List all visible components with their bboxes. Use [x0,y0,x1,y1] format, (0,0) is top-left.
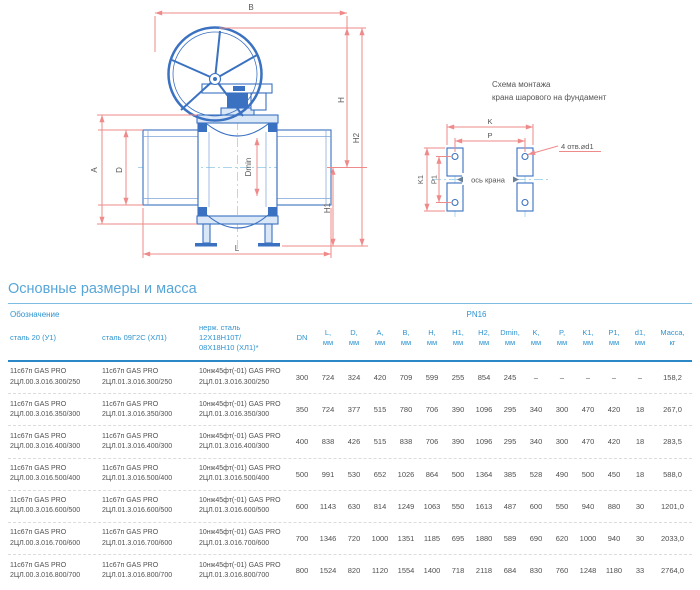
value-cell: 724 [321,373,335,383]
column-header-dmin: Dmin, мм [500,328,520,347]
scheme-title-line1: Схема монтажа [492,80,551,89]
value-cell: 854 [477,373,491,383]
leg-left [203,224,210,243]
value-cell: 814 [373,501,387,511]
value-cell: 33 [635,566,645,576]
designation-cell: 11с67п GAS PRO 2ЦЛ.00.3.016.400/300 [10,432,81,450]
column-header-stainless: нерж. сталь 12Х18Н10Т/ 08Х18Н10 (ХЛ1)* [199,322,259,353]
axis-label: ось крана [471,175,505,185]
designation-cell: 10нж45фт(-01) GAS PRO 2ЦЛ.01.3.016.500/400 [199,465,281,483]
value-cell: 500 [581,469,595,479]
value-cell: 528 [529,469,543,479]
dim-label-K1: K1 [416,174,425,185]
value-cell: 420 [373,373,387,383]
value-cell: 470 [581,405,595,415]
value-cell: 18 [635,405,645,415]
value-cell: 599 [425,373,439,383]
value-cell: 880 [607,501,621,511]
value-cell: 295 [503,437,517,447]
designation-cell: 11с67п GAS PRO 2ЦЛ.01.3.016.800/700 [102,561,173,579]
designation-cell: 11с67п GAS PRO 2ЦЛ.00.3.016.500/400 [10,465,81,483]
foot-right [258,243,280,247]
value-cell: 377 [347,405,361,415]
dim-label-K: K [487,117,493,126]
table-row [8,458,692,490]
value-cell: 1000 [371,534,389,544]
value-cell: 1000 [579,534,597,544]
value-cell: 991 [321,469,335,479]
value-cell: 340 [529,405,543,415]
value-cell: 2764,0 [661,566,684,576]
leg-right [265,224,272,243]
value-cell: 652 [373,469,387,479]
valve-front-view [90,3,368,258]
dim-label-B: B [248,3,254,12]
value-cell: 838 [321,437,335,447]
value-cell: 426 [347,437,361,447]
value-cell: 300 [555,405,569,415]
column-header-d1: d1, мм [634,328,646,347]
value-cell: 1524 [319,566,337,576]
value-cell: 340 [529,437,543,447]
value-cell: 1026 [397,469,415,479]
value-cell: 400 [295,437,309,447]
value-cell: – [611,373,617,383]
value-cell: 780 [399,405,413,415]
designation-cell: 11с67п GAS PRO 2ЦЛ.00.3.016.350/300 [10,400,81,418]
bolt-hole [522,200,528,206]
value-cell: 267,0 [663,405,682,415]
column-header-steel09g2s: сталь 09Г2С (ХЛ1) [102,332,167,342]
value-cell: 1063 [423,501,441,511]
column-header-steel20: сталь 20 (У1) [10,332,56,342]
value-cell: 940 [607,534,621,544]
value-cell: 1400 [423,566,441,576]
value-cell: 600 [295,501,309,511]
designation-cell: 11с67п GAS PRO 2ЦЛ.00.3.016.600/500 [10,497,81,515]
column-header-dn: DN [296,333,308,343]
table-row [8,393,692,425]
table-row [8,554,692,586]
value-cell: 283,5 [663,437,682,447]
designation-header: Обозначение [10,310,60,319]
table-row [8,522,692,554]
technical-drawing [0,0,700,276]
column-header-h: H, мм [426,328,438,347]
table-row [8,362,692,393]
value-cell: 30 [635,501,645,511]
value-cell: 630 [347,501,361,511]
value-cell: 695 [451,534,465,544]
column-header-a: A, мм [374,328,386,347]
designation-cell: 11с67п GAS PRO 2ЦЛ.00.3.016.700/600 [10,529,81,547]
value-cell: 1249 [397,501,415,511]
column-header-p: P, мм [556,328,568,347]
mounting-scheme [416,80,607,219]
value-cell: 18 [635,437,645,447]
value-cell: 684 [503,566,517,576]
value-cell: 450 [607,469,621,479]
value-cell: 720 [347,534,361,544]
value-cell: 718 [451,566,465,576]
value-cell: 324 [347,373,361,383]
value-cell: 2033,0 [661,534,684,544]
value-cell: 470 [581,437,595,447]
value-cell: 1351 [397,534,415,544]
value-cell: 1096 [475,405,493,415]
dim-label-P1: P1 [429,174,439,185]
value-cell: 690 [529,534,543,544]
title-rule [8,303,692,304]
value-cell: – [637,373,643,383]
designation-cell: 10нж45фт(-01) GAS PRO 2ЦЛ.01.3.016.600/500 [199,497,281,515]
foot-left [195,243,217,247]
column-header-h2: H2, мм [478,328,490,347]
column-header-k: K, мм [530,328,542,347]
dim-label-H: H [337,97,346,103]
designation-cell: 11с67п GAS PRO 2ЦЛ.01.3.016.400/300 [102,432,173,450]
value-cell: 1096 [475,437,493,447]
designation-cell: 11с67п GAS PRO 2ЦЛ.00.3.016.300/250 [10,368,81,386]
table-row [8,425,692,457]
value-cell: 385 [503,469,517,479]
dim-label-P: P [487,131,493,140]
value-cell: 530 [347,469,361,479]
value-cell: 724 [321,405,335,415]
value-cell: 830 [529,566,543,576]
value-cell: 1120 [371,566,389,576]
designation-cell: 10нж45фт(-01) GAS PRO 2ЦЛ.01.3.016.800/700 [199,561,281,579]
value-cell: 800 [295,566,309,576]
value-cell: 940 [581,501,595,511]
bolt-hole [452,200,458,206]
table-header-band [8,307,692,321]
value-cell: 158,2 [663,373,682,383]
bolt-hole [452,154,458,160]
holes-callout-label: 4 отв.⌀d1 [561,142,594,151]
value-cell: 1364 [475,469,493,479]
value-cell: 588,0 [663,469,682,479]
designation-cell: 11с67п GAS PRO 2ЦЛ.01.3.016.300/250 [102,368,173,386]
dim-label-L: L [234,244,240,253]
value-cell: 500 [295,469,309,479]
pipe-left [143,130,198,205]
value-cell: 18 [635,469,645,479]
value-cell: – [533,373,539,383]
columns-header-row [8,321,692,362]
value-cell: 1346 [319,534,337,544]
value-cell: 490 [555,469,569,479]
pad-top-left [447,148,463,176]
scheme-title-line2: крана шарового на фундамент [492,93,607,102]
value-cell: 620 [555,534,569,544]
value-cell: 295 [503,405,517,415]
dim-label-H1: H1 [323,202,332,214]
value-cell: 350 [295,405,309,415]
dim-label-Dmin: Dmin [244,157,253,177]
value-cell: – [585,373,591,383]
value-cell: 300 [295,373,309,383]
value-cell: 589 [503,534,517,544]
column-header-d: D, мм [348,328,360,347]
column-header-b: B, мм [400,328,412,347]
value-cell: 390 [451,437,465,447]
value-cell: 1554 [397,566,415,576]
dim-label-A: A [90,167,99,173]
value-cell: 1248 [579,566,597,576]
value-cell: 706 [425,437,439,447]
value-cell: 600 [529,501,543,511]
bolt-hole [522,154,528,160]
column-header-p1: P1, мм [608,328,620,347]
value-cell: 500 [451,469,465,479]
value-cell: 300 [555,437,569,447]
designation-cell: 11с67п GAS PRO 2ЦЛ.01.3.016.600/500 [102,497,173,515]
pipe-right [277,130,331,205]
table-row [8,490,692,522]
dimensions-table [8,281,692,586]
value-cell: 515 [373,437,387,447]
column-header-h1: H1, мм [452,328,464,347]
designation-cell: 11с67п GAS PRO 2ЦЛ.01.3.016.350/300 [102,400,173,418]
pad-bottom-left [447,183,463,211]
designation-cell: 11с67п GAS PRO 2ЦЛ.01.3.016.700/600 [102,529,173,547]
table-body [8,362,692,586]
designation-cell: 11с67п GAS PRO 2ЦЛ.01.3.016.500/400 [102,465,173,483]
designation-cell: 10нж45фт(-01) GAS PRO 2ЦЛ.01.3.016.350/300 [199,400,281,418]
value-cell: 760 [555,566,569,576]
dim-label-D: D [115,167,124,173]
value-cell: 390 [451,405,465,415]
value-cell: 550 [451,501,465,511]
value-cell: 700 [295,534,309,544]
value-cell: 1185 [423,534,441,544]
designation-cell: 10нж45фт(-01) GAS PRO 2ЦЛ.01.3.016.700/600 [199,529,281,547]
value-cell: 1143 [319,501,337,511]
value-cell: 1880 [475,534,493,544]
value-cell: 820 [347,566,361,576]
pad-bottom-right [517,183,533,211]
column-header-k1: K1, мм [582,328,594,347]
value-cell: 706 [425,405,439,415]
value-cell: 1201,0 [661,501,684,511]
value-cell: 838 [399,437,413,447]
pad-top-right [517,148,533,176]
designation-cell: 11с67п GAS PRO 2ЦЛ.00.3.016.800/700 [10,561,81,579]
column-header-масса: Масса, кг [660,328,685,347]
value-cell: 245 [503,373,517,383]
designation-cell: 10нж45фт(-01) GAS PRO 2ЦЛ.01.3.016.400/300 [199,432,281,450]
value-cell: 487 [503,501,517,511]
value-cell: 550 [555,501,569,511]
value-cell: 2118 [475,566,493,576]
designation-cell: 10нж45фт(-01) GAS PRO 2ЦЛ.01.3.016.300/250 [199,368,281,386]
value-cell: 1180 [605,566,623,576]
value-cell: – [559,373,565,383]
value-cell: 1613 [475,501,493,511]
value-cell: 864 [425,469,439,479]
value-cell: 515 [373,405,387,415]
value-cell: 30 [635,534,645,544]
value-cell: 709 [399,373,413,383]
value-cell: 420 [607,405,621,415]
value-cell: 255 [451,373,465,383]
value-cell: 420 [607,437,621,447]
column-header-l: L, мм [322,328,334,347]
dim-label-H2: H2 [352,132,361,144]
pressure-class-header: PN16 [466,310,487,319]
table-title: Основные размеры и масса [8,281,197,297]
